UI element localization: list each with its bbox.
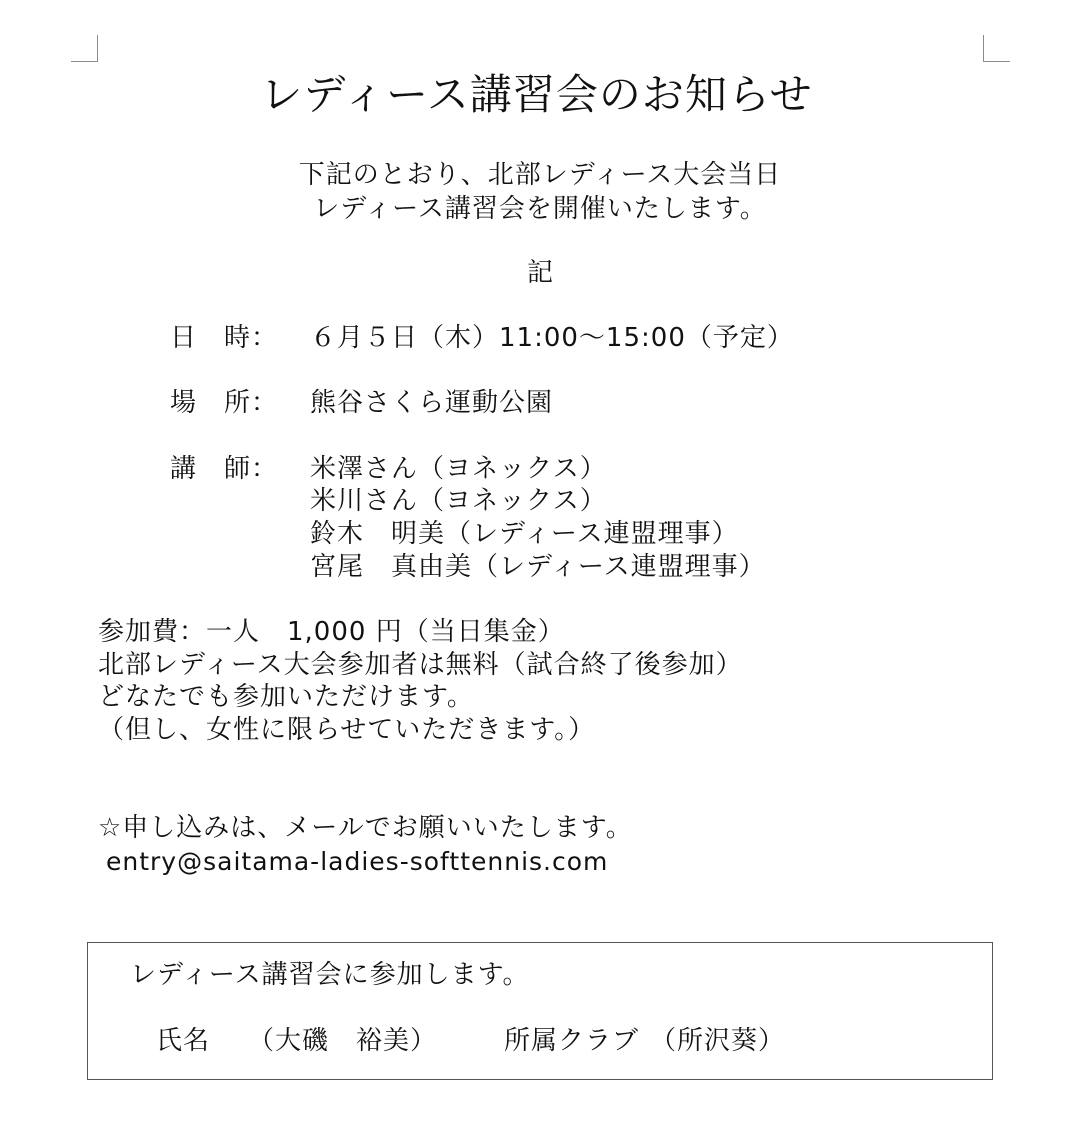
- datetime-label: 日 時：: [170, 323, 279, 353]
- place-value: 熊谷さくら運動公園: [310, 388, 554, 418]
- instructor-2: 米川さん（ヨネックス）: [310, 486, 607, 516]
- intro-line-1: 下記のとおり、北部レディース大会当日: [298, 160, 782, 190]
- datetime-row: [170, 325, 794, 351]
- name-value: （大磯 裕美）: [248, 1026, 438, 1056]
- form-box-title: レディース講習会に参加します。: [130, 960, 530, 990]
- instructor-4: 宮尾 真由美（レディース連盟理事）: [310, 552, 766, 582]
- instructor-3: 鈴木 明美（レディース連盟理事）: [310, 519, 739, 549]
- free-line: 北部レディース大会参加者は無料（試合終了後参加）: [98, 650, 743, 680]
- place-label: 場 所：: [170, 388, 279, 418]
- name-label: 氏名: [156, 1026, 211, 1056]
- club-label: 所属クラブ: [504, 1026, 640, 1056]
- instructor-label: 講 師：: [170, 454, 279, 484]
- document-title: レディース講習会のお知らせ: [260, 70, 813, 119]
- fee-line: 参加費：一人 1,000 円（当日集金）: [98, 617, 565, 647]
- contact-email: entry@saitama-ladies-softtennis.com: [106, 847, 609, 876]
- intro-line-2: レディース講習会を開催いたします。: [313, 194, 767, 224]
- crop-mark-top-right: [983, 35, 1010, 62]
- ki-heading: 記: [526, 258, 553, 288]
- apply-line: ☆申し込みは、メールでお願いいたします。: [98, 813, 633, 843]
- instructor-row: [170, 456, 607, 482]
- datetime-value: ６月５日（木）11:00〜15:00（予定）: [310, 323, 794, 353]
- club-value: （所沢葵）: [650, 1026, 786, 1056]
- anyone-line: どなたでも参加いただけます。: [98, 682, 474, 712]
- place-row: [170, 390, 553, 416]
- crop-mark-top-left: [71, 35, 98, 62]
- instructor-1: 米澤さん（ヨネックス）: [310, 454, 607, 484]
- women-only-line: （但し、女性に限らせていただきます。）: [98, 715, 596, 745]
